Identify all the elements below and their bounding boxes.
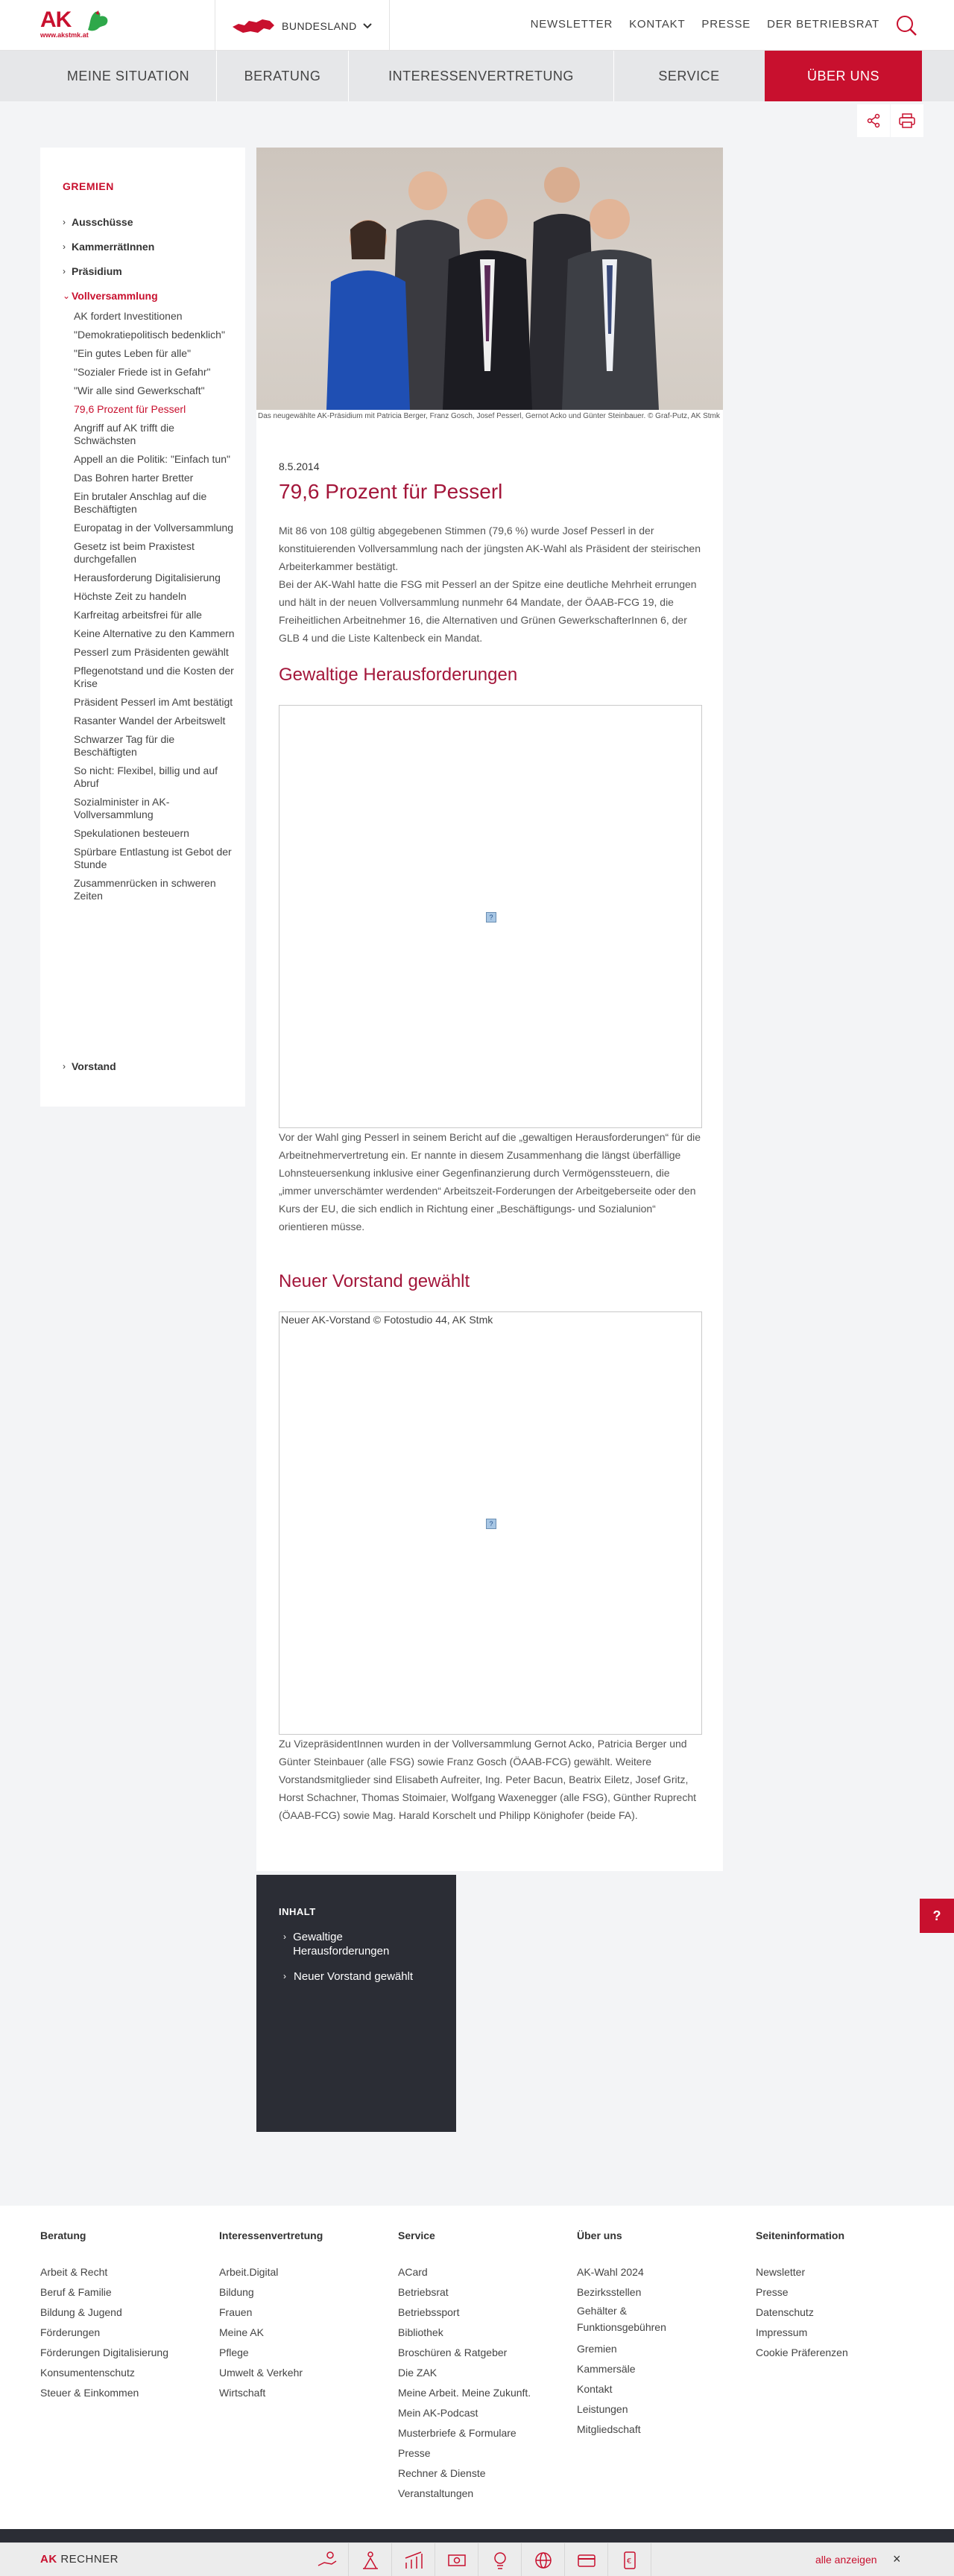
sidebar-item-ausschuesse[interactable]: [63, 216, 133, 228]
sublist-item[interactable]: Appell an die Politik: "Einfach tun": [74, 453, 230, 465]
rechner-label-ak: AK: [40, 2553, 57, 2566]
rechner-item[interactable]: [565, 2543, 608, 2576]
article-content: [279, 461, 702, 504]
nav-service[interactable]: SERVICE: [658, 68, 720, 83]
sublist-item[interactable]: Sozialminister in AK-Vollversammlung: [74, 796, 170, 820]
toc-item-vorstand[interactable]: [283, 1969, 447, 1984]
rechner-label: [40, 2553, 119, 2566]
footer-column-service: [398, 2230, 569, 2504]
sublist-item[interactable]: Präsident Pesserl im Amt bestätigt: [74, 696, 233, 708]
footer-link[interactable]: Datenschutz: [756, 2306, 814, 2318]
rechner-label-text: RECHNER: [60, 2553, 119, 2566]
article-title: 79,6 Prozent für Pesserl: [279, 480, 503, 503]
group-photo-illustration: [256, 148, 723, 410]
chevron-down-icon: ⌄: [63, 291, 71, 301]
toc-item-herausforderungen[interactable]: [283, 1930, 432, 1958]
nav-ueber-uns[interactable]: ÜBER UNS: [765, 51, 922, 101]
footer-link[interactable]: Bezirksstellen: [577, 2286, 642, 2298]
footer-heading: Service: [398, 2230, 435, 2241]
help-button[interactable]: ?: [920, 1899, 954, 1933]
nav-beratung[interactable]: BERATUNG: [244, 68, 321, 83]
footer-link[interactable]: Bibliothek: [398, 2326, 443, 2338]
rechner-item[interactable]: [435, 2543, 478, 2576]
article: [256, 148, 723, 1871]
rechner-item[interactable]: [608, 2543, 651, 2576]
chevron-down-icon: [363, 23, 372, 29]
header-divider: [389, 0, 390, 51]
footer-link[interactable]: Mitgliedschaft: [577, 2423, 641, 2435]
article-image-placeholder: [279, 705, 702, 1128]
footer-link[interactable]: Presse: [398, 2447, 431, 2459]
sidebar-item-label: KammerrätInnen: [72, 241, 155, 253]
footer-heading: Interessenvertretung: [219, 2230, 323, 2241]
sublist-item[interactable]: Pesserl zum Präsidenten gewählt: [74, 646, 229, 658]
footer-link[interactable]: Arbeit.Digital: [219, 2266, 279, 2278]
sublist-item[interactable]: Pflegenotstand und die Kosten der Krise: [74, 665, 234, 689]
article-date: 8.5.2014: [279, 461, 320, 472]
sidebar-item-vollversammlung[interactable]: [63, 290, 158, 302]
footer: [0, 2206, 954, 2529]
sublist-item[interactable]: Herausforderung Digitalisierung: [74, 572, 221, 583]
article-image-vorstand: [279, 1311, 702, 1735]
footer-link[interactable]: Veranstaltungen: [398, 2487, 474, 2499]
topnav-presse[interactable]: PRESSE: [701, 18, 751, 31]
article-paragraph: Mit 86 von 108 gültig abgegebenen Stimmen (79,6 %) wurde Josef Pesserl in der konstituierenden Vollversammlung nach der jüngsten AK-Wahl als Präsident der steirischen Arbeiterkammer bestätigt.: [279, 525, 701, 572]
footer-column-ueber-uns: [577, 2230, 748, 2440]
chevron-right-icon: ›: [63, 217, 66, 227]
toc-item-label: Neuer Vorstand gewählt: [294, 1970, 414, 1983]
footer-link[interactable]: Kontakt: [577, 2383, 613, 2395]
hand-coins-icon: [317, 2551, 338, 2570]
search-icon: [894, 13, 918, 37]
rechner-icons: [306, 2543, 651, 2576]
euro-phone-icon: [619, 2551, 640, 2570]
sidebar-item-label: Präsidium: [72, 265, 122, 277]
footer-link[interactable]: Die ZAK: [398, 2367, 437, 2379]
sublist-item[interactable]: Das Bohren harter Bretter: [74, 472, 194, 484]
footer-link[interactable]: Konsumentenschutz: [40, 2367, 135, 2379]
sublist-item[interactable]: AK fordert Investitionen: [74, 310, 183, 322]
svg-text:€: €: [626, 2557, 631, 2566]
topnav-newsletter[interactable]: NEWSLETTER: [530, 18, 613, 31]
print-button[interactable]: [891, 104, 923, 137]
footer-link[interactable]: Arbeit & Recht: [40, 2266, 108, 2278]
sidebar-item-vorstand[interactable]: [63, 1060, 116, 1072]
top-header: [0, 0, 954, 51]
nav-interessenvertretung[interactable]: INTERESSENVERTRETUNG: [388, 68, 574, 83]
sublist-item[interactable]: Höchste Zeit zu handeln: [74, 590, 186, 602]
chevron-right-icon: ›: [63, 241, 66, 252]
article-paragraph: Bei der AK-Wahl hatte die FSG mit Pesserl an der Spitze eine deutliche Mehrheit errungen und hält in der neuen Vollversammlung nunmehr 64 Mandate, der ÖAAB-FCG 19, die Freiheitlichen Arbeitnehmer 16, die Alternativen und Grünen GewerkschafterInnen 6, der GLB 4 und die Liste Kaltenbeck ein Mandat.: [279, 578, 697, 644]
rechner-item[interactable]: [349, 2543, 392, 2576]
footer-link[interactable]: ACard: [398, 2266, 428, 2278]
globe-icon: [533, 2551, 554, 2570]
logo-url: www.akstmk.at: [40, 31, 89, 39]
ak-logo[interactable]: [40, 9, 113, 42]
logo-text: AK: [40, 7, 72, 32]
card-icon: [576, 2551, 597, 2570]
section-heading-vorstand: Neuer Vorstand gewählt: [279, 1271, 470, 1291]
footer-heading: Seiteninformation: [756, 2230, 845, 2241]
rechner-item[interactable]: [478, 2543, 522, 2576]
footer-link[interactable]: AK-Wahl 2024: [577, 2266, 644, 2278]
share-button[interactable]: [857, 104, 890, 137]
footer-link[interactable]: Umwelt & Verkehr: [219, 2367, 303, 2379]
sublist-item[interactable]: Karfreitag arbeitsfrei für alle: [74, 609, 202, 621]
article-paragraph: Zu VizepräsidentInnen wurden in der Vollversammlung Gernot Acko, Patricia Berger und Günter Steinbauer (alle FSG) sowie Franz Gosch (ÖAAB-FCG) gewählt. Weitere Vorstandsmitglieder sind Elisabeth Aufreiter, Ing. Peter Bacun, Beatrix Eiletz, Josef Gritz, Horst Schachner, Thomas Stoimaier, Wolfgang Waxenegger (alle FSG), Günther Ruprecht (ÖAAB-FCG) sowie Mag. Harald Korschelt und Philipp Könighofer (beide FA).: [279, 1738, 696, 1821]
bundesland-selector[interactable]: [231, 16, 378, 36]
sidebar-item-label: Vollversammlung: [72, 290, 158, 302]
footer-link[interactable]: Bildung: [219, 2286, 254, 2298]
footer-link[interactable]: Presse: [756, 2286, 789, 2298]
lightbulb-icon: [490, 2551, 511, 2570]
sublist-item[interactable]: "Sozialer Friede ist in Gefahr": [74, 366, 211, 378]
austria-map-icon: [231, 18, 276, 34]
sublist-item[interactable]: Ein brutaler Anschlag auf die Beschäftigten: [74, 490, 207, 515]
top-navigation: [531, 18, 879, 31]
sublist-item[interactable]: Schwarzer Tag für die Beschäftigten: [74, 733, 175, 758]
sublist-item[interactable]: Zusammenrücken in schweren Zeiten: [74, 877, 216, 902]
close-icon[interactable]: ×: [893, 2551, 901, 2566]
search-button[interactable]: [894, 13, 918, 37]
topnav-kontakt[interactable]: KONTAKT: [629, 18, 686, 31]
rechner-bar: [0, 2542, 954, 2576]
footer-link[interactable]: Förderungen: [40, 2326, 101, 2338]
footer-link[interactable]: Betriebssport: [398, 2306, 460, 2318]
sublist-item[interactable]: "Demokratiepolitisch bedenklich": [74, 329, 225, 341]
footer-column-beratung: [40, 2230, 212, 2403]
styria-panther-icon: [85, 9, 112, 33]
chevron-right-icon: ›: [283, 1971, 286, 1981]
toc-item-label: Gewaltige Herausforderungen: [293, 1931, 390, 1958]
broken-image-icon: ?: [486, 1519, 496, 1529]
footer-link[interactable]: Betriebsrat: [398, 2286, 449, 2298]
footer-link[interactable]: Leistungen: [577, 2403, 628, 2415]
footer-link[interactable]: Kammersäle: [577, 2363, 636, 2375]
praesidium-photo: [256, 148, 723, 410]
footer-heading: Beratung: [40, 2230, 86, 2241]
share-icon: [866, 113, 881, 128]
footer-heading: Über uns: [577, 2230, 622, 2241]
sublist-item[interactable]: Angriff auf AK trifft die Schwächsten: [74, 422, 174, 446]
sublist-item[interactable]: "Ein gutes Leben für alle": [74, 347, 192, 359]
footer-link[interactable]: Gremien: [577, 2343, 617, 2355]
sublist-item[interactable]: Europatag in der Vollversammlung: [74, 522, 234, 534]
footer-column-interessenvertretung: [219, 2230, 391, 2403]
sublist-item[interactable]: Spekulationen besteuern: [74, 827, 189, 839]
show-all-link[interactable]: alle anzeigen: [815, 2554, 877, 2566]
footer-link[interactable]: Beruf & Familie: [40, 2286, 112, 2298]
footer-link[interactable]: Pflege: [219, 2346, 249, 2358]
footer-link[interactable]: Rechner & Dienste: [398, 2467, 486, 2479]
toc-heading: INHALT: [279, 1906, 316, 1917]
footer-link[interactable]: Musterbriefe & Formulare: [398, 2427, 517, 2439]
footer-column-seiteninformation: [756, 2230, 927, 2363]
sidebar-item-praesidium[interactable]: [63, 265, 122, 277]
nav-meine-situation[interactable]: MEINE SITUATION: [66, 68, 190, 83]
topnav-betriebsrat[interactable]: DER BETRIEBSRAT: [767, 18, 879, 31]
rechner-item[interactable]: [392, 2543, 435, 2576]
footer-link[interactable]: Mein AK-Podcast: [398, 2407, 478, 2419]
sidebar-navigation: [40, 148, 245, 1107]
sidebar-heading: GREMIEN: [63, 180, 114, 192]
sublist-item[interactable]: So nicht: Flexibel, billig und auf Abruf: [74, 765, 218, 789]
sublist-item[interactable]: Keine Alternative zu den Kammern: [74, 627, 235, 639]
sidebar-item-label: Vorstand: [72, 1060, 116, 1072]
footer-link[interactable]: Meine AK: [219, 2326, 264, 2338]
chevron-right-icon: ›: [63, 1061, 66, 1072]
footer-link[interactable]: Newsletter: [756, 2266, 806, 2278]
footer-link[interactable]: Frauen: [219, 2306, 253, 2318]
footer-link[interactable]: Gehälter & Funktionsgebühren: [577, 2305, 666, 2333]
footer-link[interactable]: Broschüren & Ratgeber: [398, 2346, 508, 2358]
footer-link[interactable]: Meine Arbeit. Meine Zukunft.: [398, 2387, 531, 2399]
footer-link[interactable]: Steuer & Einkommen: [40, 2387, 139, 2399]
sidebar-item-label: Ausschüsse: [72, 216, 133, 228]
chevron-right-icon: ›: [283, 1931, 286, 1942]
footer-link[interactable]: Wirtschaft: [219, 2387, 266, 2399]
rechner-item[interactable]: [306, 2543, 349, 2576]
footer-link[interactable]: Förderungen Digitalisierung: [40, 2346, 168, 2358]
chevron-right-icon: ›: [63, 266, 66, 276]
footer-link[interactable]: Bildung & Jugend: [40, 2306, 122, 2318]
footer-link[interactable]: Impressum: [756, 2326, 808, 2338]
print-icon: [899, 113, 915, 128]
growth-chart-icon: [403, 2551, 424, 2570]
main-navigation: [0, 51, 954, 101]
bundesland-label: BUNDESLAND: [282, 20, 357, 32]
image-alt-text: Neuer AK-Vorstand © Fotostudio 44, AK Stmk: [281, 1314, 493, 1326]
section-heading-herausforderungen: Gewaltige Herausforderungen: [279, 665, 518, 685]
sidebar-item-kammerraetinnen[interactable]: [63, 241, 154, 253]
sublist-item[interactable]: Gesetz ist beim Praxistest durchgefallen: [74, 540, 195, 565]
sublist-item[interactable]: "Wir alle sind Gewerkschaft": [74, 384, 205, 396]
table-of-contents: [256, 1875, 456, 2132]
money-bill-icon: [446, 2551, 467, 2570]
sublist-item-current[interactable]: 79,6 Prozent für Pesserl: [74, 403, 186, 415]
article-paragraph: Vor der Wahl ging Pesserl in seinem Bericht auf die „gewaltigen Herausforderungen“ für die Arbeitnehmervertretung ein. Er nannte in diesem Zusammenhang die längst überfällige Lohnsteuersenkung inklusive einer Gegenfinanzierung durch Vermögenssteuern, die „immer unverschämter werdenden“ Arbeitszeit-Forderungen der Arbeitgeberseite oder den Kurs der EU, die sich endlich in Richtung einer „Beschäftigungs- und Sozialunion“ orientieren müsse.: [279, 1131, 701, 1232]
broken-image-icon: ?: [486, 912, 496, 923]
rechner-item[interactable]: [522, 2543, 565, 2576]
sublist-item[interactable]: Spürbare Entlastung ist Gebot der Stunde: [74, 846, 232, 870]
person-rescue-icon: [360, 2551, 381, 2570]
footer-link[interactable]: Cookie Präferenzen: [756, 2346, 848, 2358]
photo-caption: Das neugewählte AK-Präsidium mit Patricia Berger, Franz Gosch, Josef Pesserl, Gernot Acko und Günter Steinbauer. © Graf-Putz, AK Stmk: [258, 412, 720, 420]
sublist-item[interactable]: Rasanter Wandel der Arbeitswelt: [74, 715, 226, 727]
vollversammlung-sublist: [74, 310, 238, 908]
